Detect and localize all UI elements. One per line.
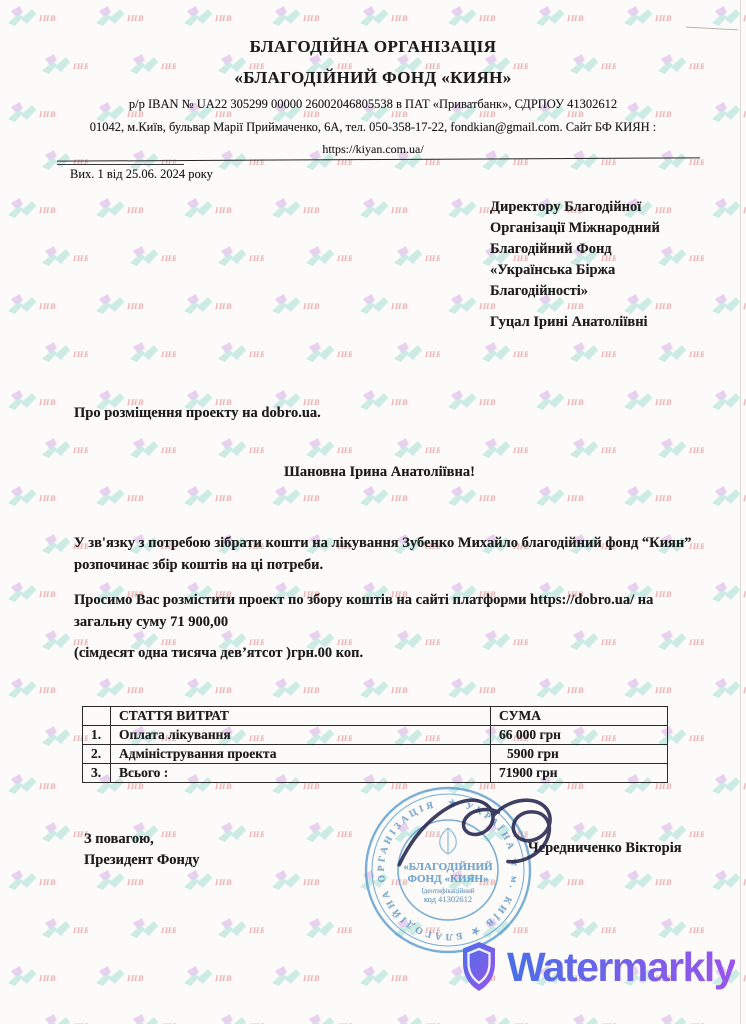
subject-line: Про розміщення проекту на dobro.ua.	[74, 405, 321, 421]
row-sum: 66 000 грн	[491, 726, 668, 745]
signer-name: Чередниченко Вікторія	[528, 840, 682, 856]
recipient-block	[490, 197, 715, 302]
recipient-line: Благодійності»	[490, 283, 588, 299]
table-header-row	[83, 707, 668, 726]
salutation-line: Шановна Ірина Анатоліївна!	[284, 464, 475, 480]
expenses-table	[82, 706, 668, 783]
watermarkly-badge	[460, 940, 735, 994]
row-sum: 5900 грн	[491, 745, 668, 764]
table-row	[83, 726, 668, 745]
recipient-line: Благодійний Фонд	[490, 241, 612, 257]
handwritten-signature	[388, 788, 580, 896]
recipient-line: «Українська Біржа	[490, 262, 616, 278]
outgoing-ref-line: Вих. 1 від 25.06. 2024 року	[70, 167, 213, 181]
stamp-center-line: «БЛАГОДІЙНИЙ	[403, 861, 493, 873]
row-item: Оплата лікування	[111, 726, 491, 745]
closing-block	[84, 829, 199, 871]
header-cell-item: СТАТТЯ ВИТРАТ	[111, 707, 491, 726]
recipient-line: Директору Благодійної	[490, 199, 642, 215]
row-sum: 71900 грн	[491, 764, 668, 783]
row-index: 1.	[83, 726, 111, 745]
row-item: Всього :	[111, 764, 491, 783]
bank-details-line: р/р IBAN № UA22 305299 00000 26002046805538 в ПАТ «Приватбанк», СДРПОУ 41302612	[128, 97, 618, 111]
row-index: 3.	[83, 764, 111, 783]
header-cell-sum: СУМА	[491, 707, 668, 726]
website-line: https://kiyan.com.ua/	[322, 142, 424, 156]
watermarkly-label: Watermarkly	[507, 940, 735, 994]
ref-overline	[57, 164, 184, 165]
closing-role: Президент Фонду	[84, 852, 200, 868]
table-row	[83, 745, 668, 764]
body-paragraph-2: Просимо Вас розмістити проект по збору коштів на сайті платформи https://dobro.ua/ на загальну суму 71 900,00	[74, 592, 654, 630]
recipient-line: Організації Міжнародний	[490, 220, 660, 236]
org-name-line2: «БЛАГОДІЙНИЙ ФОНД «КИЯН»	[234, 68, 512, 87]
row-item: Адміністрування проекта	[111, 745, 491, 764]
org-name-line1: БЛАГОДІЙНА ОРГАНІЗАЦІЯ	[249, 37, 497, 56]
stamp-center-line: код 41302612	[423, 894, 473, 904]
shield-icon	[460, 940, 498, 994]
stamp-center-line: ФОНД «КИЯН»	[407, 873, 489, 885]
stamp-ring-text: ★ УКРАЇНА ★ м. КИЇВ ★ БЛАГОДІЙНА ОРГАНІЗАЦІЯ	[376, 798, 520, 942]
address-line: 01042, м.Київ, бульвар Марії Приймаченко, 6А, тел. 050-358-17-22, fondkian@gmail.com. Сайт БФ КИЯН :	[89, 120, 657, 134]
table-row	[83, 764, 668, 783]
stamp-center-line: Ідентифікаційний	[421, 887, 475, 895]
row-index: 2.	[83, 745, 111, 764]
header-cell-index	[83, 707, 111, 726]
closing-regards: З повагою,	[84, 831, 154, 847]
body-paragraph-1: У зв'язку з потребою зібрати кошти на лікування Зубенко Михайло благодійний фонд “Киян” розпочинає збір коштів на ці потреби.	[74, 535, 692, 573]
body-paragraph-3: (сімдесят одна тисяча дев’ятсот )грн.00 коп.	[74, 645, 364, 661]
recipient-person: Гуцал Ірині Анатоліївні	[490, 314, 648, 330]
